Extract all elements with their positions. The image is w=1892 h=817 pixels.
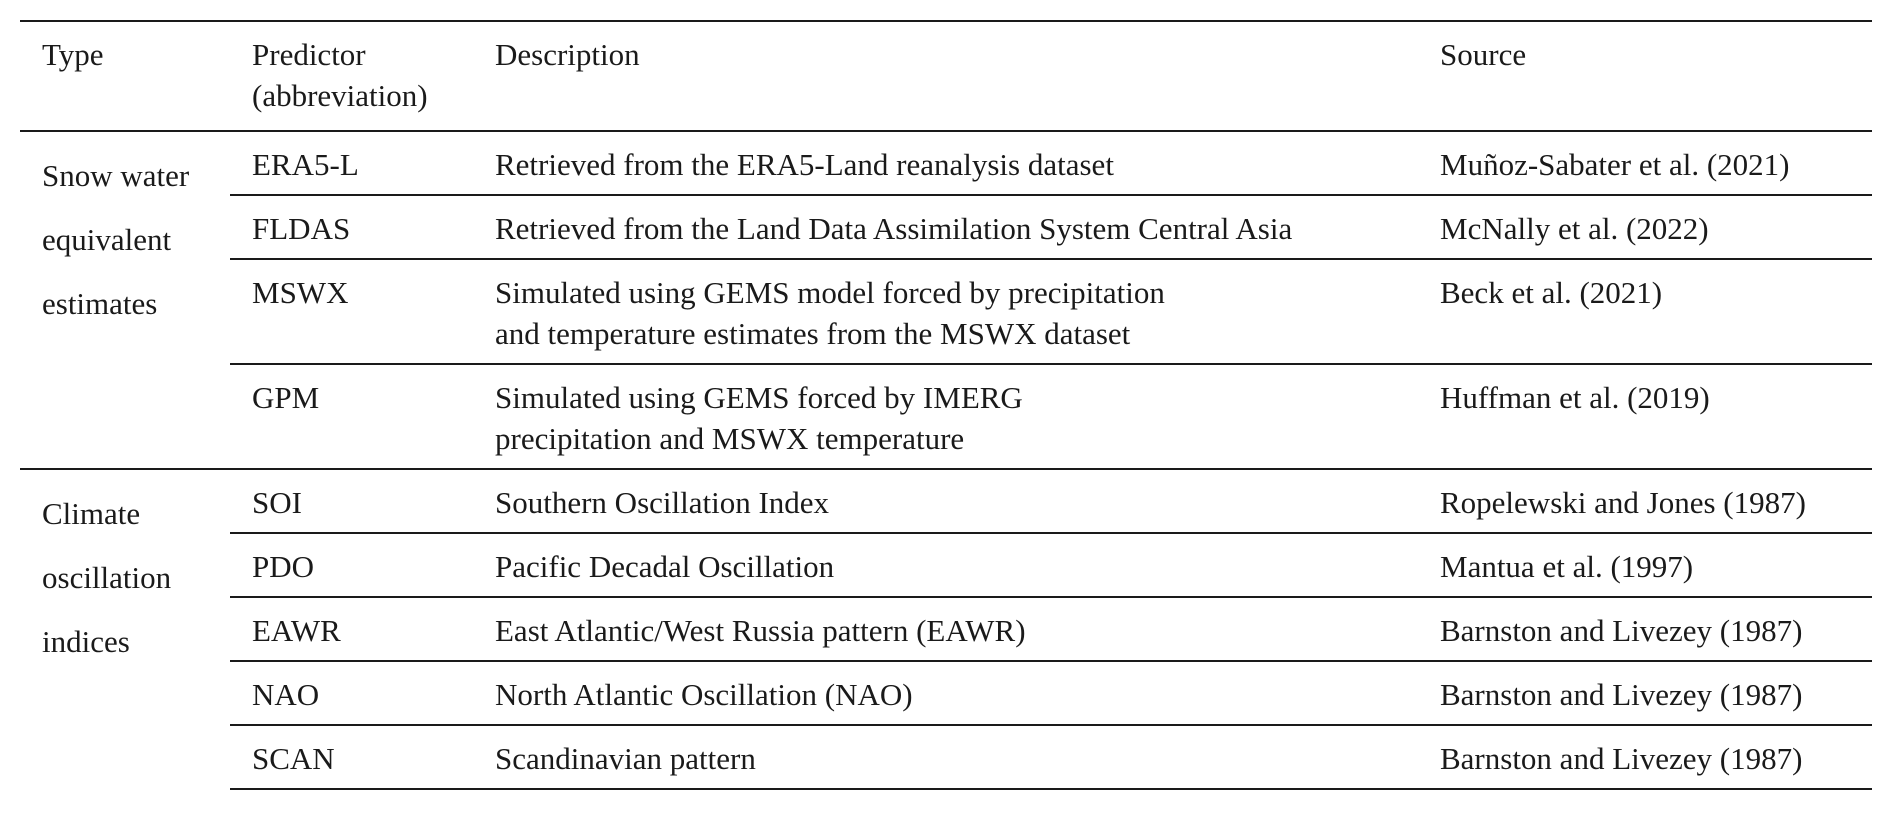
- type-label-line: equivalent: [42, 222, 172, 257]
- predictor-cell: EAWR: [230, 597, 473, 661]
- table-row: [20, 259, 1872, 364]
- type-label-line: Snow water: [42, 158, 190, 193]
- description-cell: [473, 259, 1418, 364]
- source-cell: Muñoz-Sabater et al. (2021): [1418, 131, 1872, 195]
- type-cell: [20, 131, 230, 469]
- description-line: Retrieved from the ERA5-Land reanalysis dataset: [495, 147, 1114, 182]
- table-row: [20, 725, 1872, 789]
- type-label-line: indices: [42, 624, 130, 659]
- table-row: [20, 533, 1872, 597]
- source-cell: Mantua et al. (1997): [1418, 533, 1872, 597]
- type-label-line: estimates: [42, 286, 158, 321]
- description-cell: [473, 661, 1418, 725]
- header-description: Description: [473, 21, 1418, 131]
- description-line: Simulated using GEMS model forced by precipitation: [495, 275, 1165, 310]
- table-row: [20, 469, 1872, 533]
- table-row: [20, 597, 1872, 661]
- predictor-cell: SCAN: [230, 725, 473, 789]
- source-cell: McNally et al. (2022): [1418, 195, 1872, 259]
- table-row: [20, 195, 1872, 259]
- description-cell: [473, 131, 1418, 195]
- description-line: Southern Oscillation Index: [495, 485, 830, 520]
- header-predictor: [230, 21, 473, 131]
- header-row: [20, 21, 1872, 131]
- predictor-cell: NAO: [230, 661, 473, 725]
- description-line: East Atlantic/West Russia pattern (EAWR): [495, 613, 1026, 648]
- predictor-cell: GPM: [230, 364, 473, 469]
- type-cell: [20, 469, 230, 789]
- type-label-line: Climate: [42, 496, 141, 531]
- description-cell: [473, 469, 1418, 533]
- table-row: [20, 131, 1872, 195]
- predictor-table-container: [20, 20, 1872, 790]
- type-label-line: oscillation: [42, 560, 172, 595]
- table-row: [20, 661, 1872, 725]
- description-cell: [473, 725, 1418, 789]
- header-type: Type: [20, 21, 230, 131]
- description-line: Retrieved from the Land Data Assimilation System Central Asia: [495, 211, 1293, 246]
- predictor-cell: ERA5-L: [230, 131, 473, 195]
- predictor-cell: SOI: [230, 469, 473, 533]
- source-cell: Barnston and Livezey (1987): [1418, 661, 1872, 725]
- table-header: [20, 21, 1872, 131]
- description-line: Simulated using GEMS forced by IMERG: [495, 380, 1023, 415]
- source-cell: Huffman et al. (2019): [1418, 364, 1872, 469]
- description-cell: [473, 195, 1418, 259]
- source-cell: Barnston and Livezey (1987): [1418, 597, 1872, 661]
- description-cell: [473, 533, 1418, 597]
- description-cell: [473, 364, 1418, 469]
- table-body: [20, 131, 1872, 789]
- description-line: Scandinavian pattern: [495, 741, 756, 776]
- source-cell: Barnston and Livezey (1987): [1418, 725, 1872, 789]
- header-source: Source: [1418, 21, 1872, 131]
- table-row: [20, 364, 1872, 469]
- predictor-cell: MSWX: [230, 259, 473, 364]
- source-cell: Ropelewski and Jones (1987): [1418, 469, 1872, 533]
- description-line: and temperature estimates from the MSWX dataset: [495, 316, 1131, 351]
- predictor-cell: PDO: [230, 533, 473, 597]
- source-cell: Beck et al. (2021): [1418, 259, 1872, 364]
- header-predictor-line2: (abbreviation): [252, 78, 428, 113]
- header-predictor-line1: Predictor: [252, 37, 366, 72]
- description-line: precipitation and MSWX temperature: [495, 421, 965, 456]
- description-line: North Atlantic Oscillation (NAO): [495, 677, 913, 712]
- description-cell: [473, 597, 1418, 661]
- predictor-cell: FLDAS: [230, 195, 473, 259]
- description-line: Pacific Decadal Oscillation: [495, 549, 835, 584]
- predictor-table: [20, 20, 1872, 790]
